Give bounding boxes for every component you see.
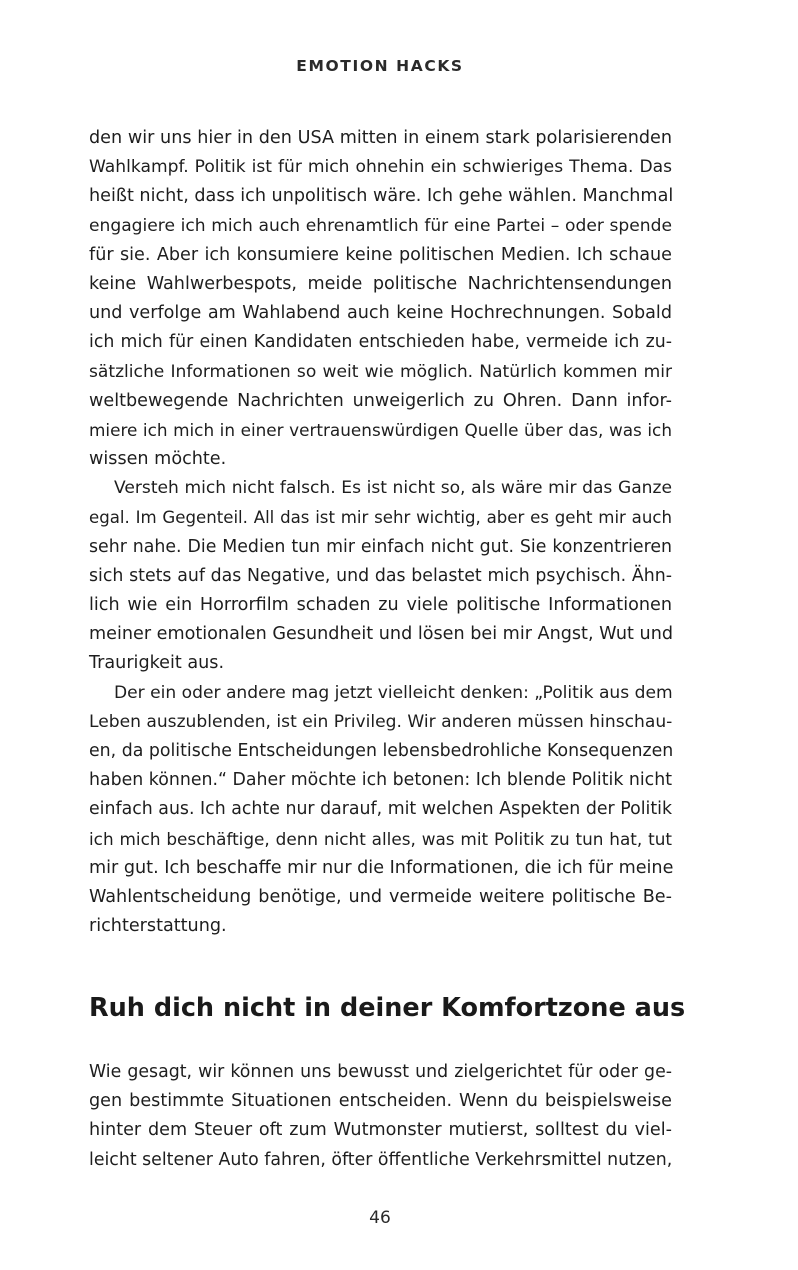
- text-line: leicht seltener Auto fahren, öfter öffentliche Verkehrsmittel nutzen,: [89, 1149, 673, 1170]
- text-line: Versteh mich nicht falsch. Es ist nicht so, als wäre mir das Ganze: [114, 478, 672, 499]
- text-line: für sie. Aber ich konsumiere keine politischen Medien. Ich schaue: [89, 244, 672, 265]
- page-number: 46: [369, 1208, 391, 1228]
- text-line: heißt nicht, dass ich unpolitisch wäre. Ich gehe wählen. Manchmal: [89, 186, 674, 207]
- text-line: weltbewegende Nachrichten unweigerlich zu Ohren. Dann infor-: [89, 390, 672, 411]
- running-head: EMOTION HACKS: [296, 57, 464, 75]
- text-line: engagiere ich mich auch ehrenamtlich für eine Partei – oder spende: [89, 215, 672, 236]
- text-line: Leben auszublenden, ist ein Privileg. Wir anderen müssen hinschau-: [89, 711, 673, 732]
- text-line: en, da politische Entscheidungen lebensbedrohliche Konsequenzen: [89, 740, 674, 761]
- text-line: meiner emotionalen Gesundheit und lösen bei mir Angst, Wut und: [89, 624, 674, 645]
- body-text-continued: [89, 1058, 672, 1175]
- text-line: miere ich mich in einer vertrauenswürdigen Quelle über das, was ich: [89, 419, 672, 440]
- text-line: keine Wahlwerbespots, meide politische Nachrichtensendungen: [89, 273, 672, 294]
- body-text: [89, 124, 672, 941]
- text-line: hinter dem Steuer oft zum Wutmonster mutierst, solltest du viel-: [89, 1120, 672, 1141]
- text-line: sich stets auf das Negative, und das belastet mich psychisch. Ähn-: [89, 565, 672, 586]
- text-line: Der ein oder andere mag jetzt vielleicht denken: „Politik aus dem: [114, 682, 673, 703]
- text-line: und verfolge am Wahlabend auch keine Hochrechnungen. Sobald: [89, 303, 672, 324]
- text-line: richterstattung.: [89, 916, 227, 937]
- text-line: Wahlentscheidung benötige, und vermeide weitere politische Be-: [89, 886, 672, 907]
- text-line: mir gut. Ich beschaffe mir nur die Informationen, die ich für meine: [89, 857, 674, 878]
- text-line: ich mich beschäftige, denn nicht alles, was mit Politik zu tun hat, tut: [89, 828, 672, 849]
- text-line: Traurigkeit aus.: [89, 653, 225, 674]
- text-line: Wahlkampf. Politik ist für mich ohnehin ein schwieriges Thema. Das: [89, 157, 672, 178]
- text-line: den wir uns hier in den USA mitten in einem stark polarisierenden: [89, 128, 672, 148]
- text-line: gen bestimmte Situationen entscheiden. Wenn du beispielsweise: [89, 1091, 672, 1112]
- section-heading: Ruh dich nicht in deiner Komfortzone aus: [89, 993, 686, 1023]
- text-line: lich wie ein Horrorfilm schaden zu viele politische Informationen: [89, 595, 672, 615]
- text-line: sehr nahe. Die Medien tun mir einfach nicht gut. Sie konzentrieren: [89, 536, 672, 557]
- text-line: Wie gesagt, wir können uns bewusst und zielgerichtet für oder ge-: [89, 1062, 672, 1082]
- text-line: sätzliche Informationen so weit wie möglich. Natürlich kommen mir: [89, 361, 672, 382]
- text-line: egal. Im Gegenteil. All das ist mir sehr wichtig, aber es geht mir auch: [89, 508, 672, 528]
- text-line: haben können.“ Daher möchte ich betonen: Ich blende Politik nicht: [89, 770, 673, 791]
- text-line: einfach aus. Ich achte nur darauf, mit welchen Aspekten der Politik: [89, 799, 672, 820]
- text-line: ich mich für einen Kandidaten entschieden habe, vermeide ich zu-: [89, 332, 672, 353]
- text-line: wissen möchte.: [89, 449, 227, 470]
